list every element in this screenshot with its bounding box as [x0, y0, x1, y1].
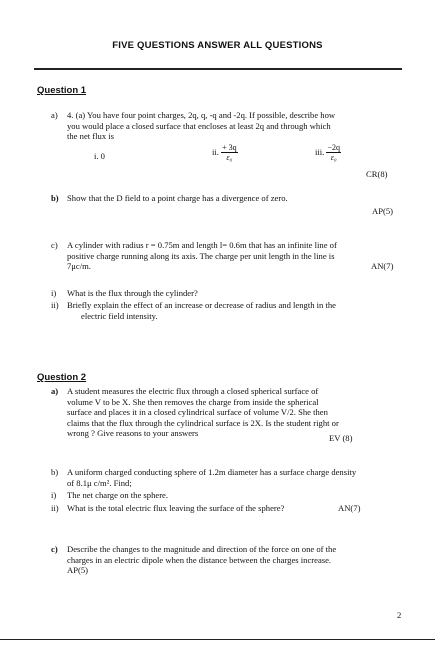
q2a-line: claims that the flux through the cylindrical surface is 2X. Is the student right or	[67, 417, 339, 428]
q1c-line: A cylinder with radius r = 0.75m and length l= 0.6m that has an infinite line of	[67, 240, 337, 250]
q1a-option-iii-fraction	[326, 143, 341, 162]
q1a-option-ii	[212, 143, 238, 162]
question-1-heading: Question 1	[37, 85, 87, 96]
q1c-ii-line: electric field intensity.	[81, 310, 158, 321]
fraction-numerator: −2q	[327, 143, 340, 152]
q2b-ii-label: ii)	[51, 503, 59, 513]
q2c-line: Describe the changes to the magnitude and direction of the force on one of the	[67, 544, 337, 554]
q1a-option-ii-fraction	[221, 143, 238, 162]
q2a-line: A student measures the electric flux through a closed spherical surface of	[67, 386, 319, 396]
q1a-line: 4. (a) You have four point charges, 2q, q, -q and -2q. If possible, describe how	[67, 110, 336, 120]
q1a-option-i: i. 0	[94, 151, 105, 161]
q1a-label: a)	[51, 110, 58, 120]
q1c-i-text: What is the flux through the cylinder?	[67, 288, 198, 298]
q1c-label: c)	[51, 240, 58, 250]
q1c-i-label: i)	[51, 288, 57, 298]
question-2-heading: Question 2	[37, 372, 87, 383]
q2a-text	[67, 386, 407, 439]
page-title: FIVE QUESTIONS ANSWER ALL QUESTIONS	[112, 40, 323, 51]
q2b-label: b)	[51, 467, 59, 477]
q1c-line: positive charge running along its axis. The charge per unit length in the line is	[67, 250, 335, 261]
q1b-mark: AP(5)	[372, 206, 394, 216]
q1b-text: Show that the D field to a point charge has a divergence of zero.	[67, 193, 288, 203]
q2b-i-label: i)	[51, 490, 57, 500]
fraction-denominator: ε₀	[330, 153, 337, 162]
q1a-line: the net flux is	[67, 131, 115, 142]
fraction-numerator: + 3q	[222, 143, 237, 152]
q2b-i-text: The net charge on the sphere.	[67, 490, 169, 500]
header-rule	[34, 68, 402, 70]
q1c-mark: AN(7)	[371, 261, 394, 271]
q2b-ii-text: What is the total electric flux leaving the surface of the sphere?	[67, 503, 285, 513]
q1c-line: 7μc/m.	[67, 261, 91, 272]
q1a-option-ii-label: ii.	[212, 147, 219, 158]
q2b-text	[67, 467, 412, 488]
footer-rule	[0, 639, 435, 640]
q1a-option-iii-label: iii.	[315, 147, 325, 158]
q1a-line: you would place a closed surface that encloses at least 2q and through which	[67, 120, 331, 131]
q1a-mark: CR(8)	[366, 169, 388, 179]
q2a-line: volume V to be X. She then removes the charge from inside the spherical	[67, 396, 319, 407]
q1c-ii-label: ii)	[51, 300, 59, 310]
q1a-option-iii	[315, 143, 341, 162]
q2a-label: a)	[51, 386, 59, 396]
q1c-ii-text	[67, 300, 407, 321]
q1c-text	[67, 240, 407, 272]
q1b-label: b)	[51, 193, 59, 203]
q2a-line: wrong ? Give reasons to your answers	[67, 428, 199, 439]
page-number: 2	[397, 610, 402, 620]
q2c-line: charges in an electric dipole when the distance between the charges increase.	[67, 554, 332, 565]
q1a-text	[67, 110, 407, 142]
q2c-label: c)	[51, 544, 58, 554]
q1c-ii-line: Briefly explain the effect of an increase or decrease of radius and length in the	[67, 300, 336, 310]
q2a-mark: EV (8)	[329, 433, 353, 443]
q2c-mark: AP(5)	[67, 565, 89, 576]
q2b-mark: AN(7)	[338, 503, 361, 513]
q2c-text	[67, 544, 407, 576]
q2a-line: surface and places it in a closed cylindrical surface of volume V/2. She then	[67, 407, 328, 418]
q2b-line: of 8.1μ c/m². Find;	[67, 477, 132, 488]
fraction-denominator: ε₀	[226, 153, 233, 162]
q2b-line: A uniform charged conducting sphere of 1.2m diameter has a surface charge density	[67, 467, 357, 477]
